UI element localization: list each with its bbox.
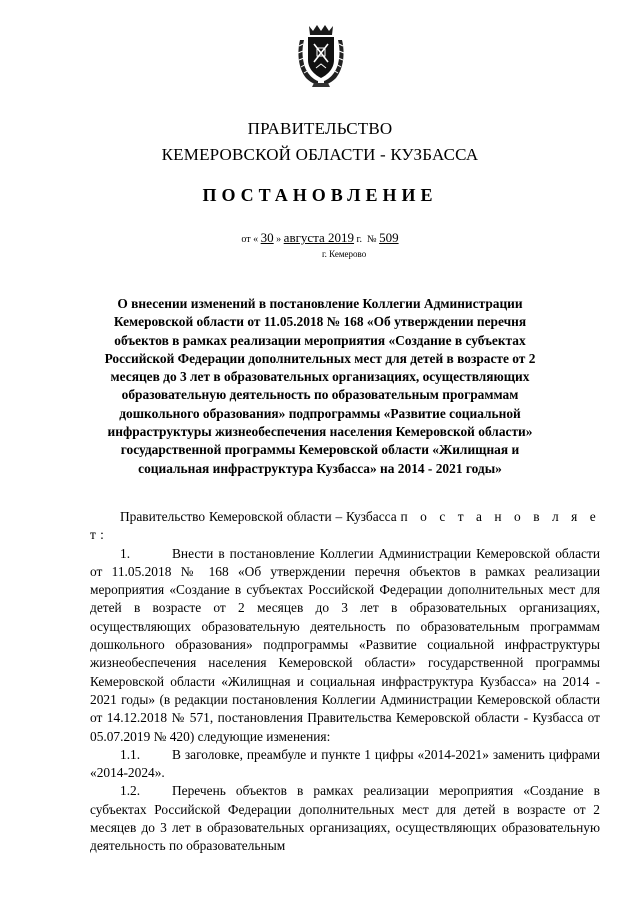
government-name-line2: КЕМЕРОВСКОЙ ОБЛАСТИ - КУЗБАССА	[161, 145, 479, 164]
date-suffix: г.	[356, 234, 363, 245]
document-subject: О внесении изменений в постановление Коллегии Администрации Кемеровской области от 11.05.2018 № 168 «Об утверждении перечня объектов в рамках реализации мероприятия «Создание в субъектах Российской Федерации дополнительных мест для детей в возрасте от 2 месяцев до 3 лет в образовательных организациях, осуществляющих образовательную деятельность по образовательным программам дошкольного образования» подпрограммы «Развитие социальной инфраструктуры жизнеобеспечения населения Кемеровской области» государственной программы Кемеровской области «Жилищная и социальная инфраструктура Кузбасса» на 2014 - 2021 годы»	[104, 296, 536, 476]
date-day: 30	[260, 230, 274, 245]
paragraph-1-1-number: 1.1.	[120, 746, 141, 762]
paragraph-1-number: 1.	[120, 545, 131, 561]
paragraph-1-2-number: 1.2.	[120, 783, 141, 799]
document-body	[90, 508, 600, 856]
document-number: 509	[379, 230, 399, 245]
coat-of-arms-icon	[296, 22, 346, 88]
date-mid: »	[276, 234, 282, 245]
paragraph-1-2	[90, 782, 600, 855]
paragraph-1-1	[90, 746, 600, 783]
city: г. Кемерово	[322, 249, 367, 259]
paragraph-1	[90, 545, 600, 746]
paragraph-1-text: Внести в постановление Коллегии Администрации Кемеровской области от 11.05.2018 № 168 «Об утверждении перечня объектов в рамках реализации мероприятия «Создание в субъектах Российской Федерации дополнительных мест для детей в возрасте от 2 месяцев до 3 лет в образовательных организациях, осуществляющих образовательную деятельность по образовательным программам дошкольного образования» подпрограммы «Развитие социальной инфраструктуры жизнеобеспечения населения Кемеровской области» государственной программы Кемеровской области «Жилищная и социальная инфраструктура Кузбасса» на 2014 - 2021 годы» (в редакции постановления Коллегии Администрации Кемеровской области от 14.12.2018 № 571, постановления Правительства Кемеровской области - Кузбасса от 05.07.2019 № 420) следующие изменения:	[90, 545, 600, 744]
date-prefix: от «	[241, 234, 259, 245]
number-prefix: №	[367, 234, 377, 245]
body-intro	[90, 508, 600, 545]
date-line	[0, 230, 640, 246]
government-name-line1: ПРАВИТЕЛЬСТВО	[247, 119, 393, 138]
intro-decree-word: п о с т а н о в л я е т:	[90, 509, 600, 543]
date-month-year: августа 2019	[283, 230, 355, 245]
paragraph-1-2-text: Перечень объектов в рамках реализации мероприятия «Создание в субъектах Российской Федерации дополнительных мест для детей в возрасте от 2 месяцев до 3 лет в образовательных организациях, осуществляющих образовательную деятельность по образовательным	[90, 783, 600, 854]
intro-text: Правительство Кемеровской области – Кузбасса	[120, 509, 397, 524]
document-title: ПОСТАНОВЛЕНИЕ	[202, 185, 438, 205]
paragraph-1-1-text: В заголовке, преамбуле и пункте 1 цифры «2014-2021» заменить цифрами «2014-2024».	[90, 746, 600, 781]
